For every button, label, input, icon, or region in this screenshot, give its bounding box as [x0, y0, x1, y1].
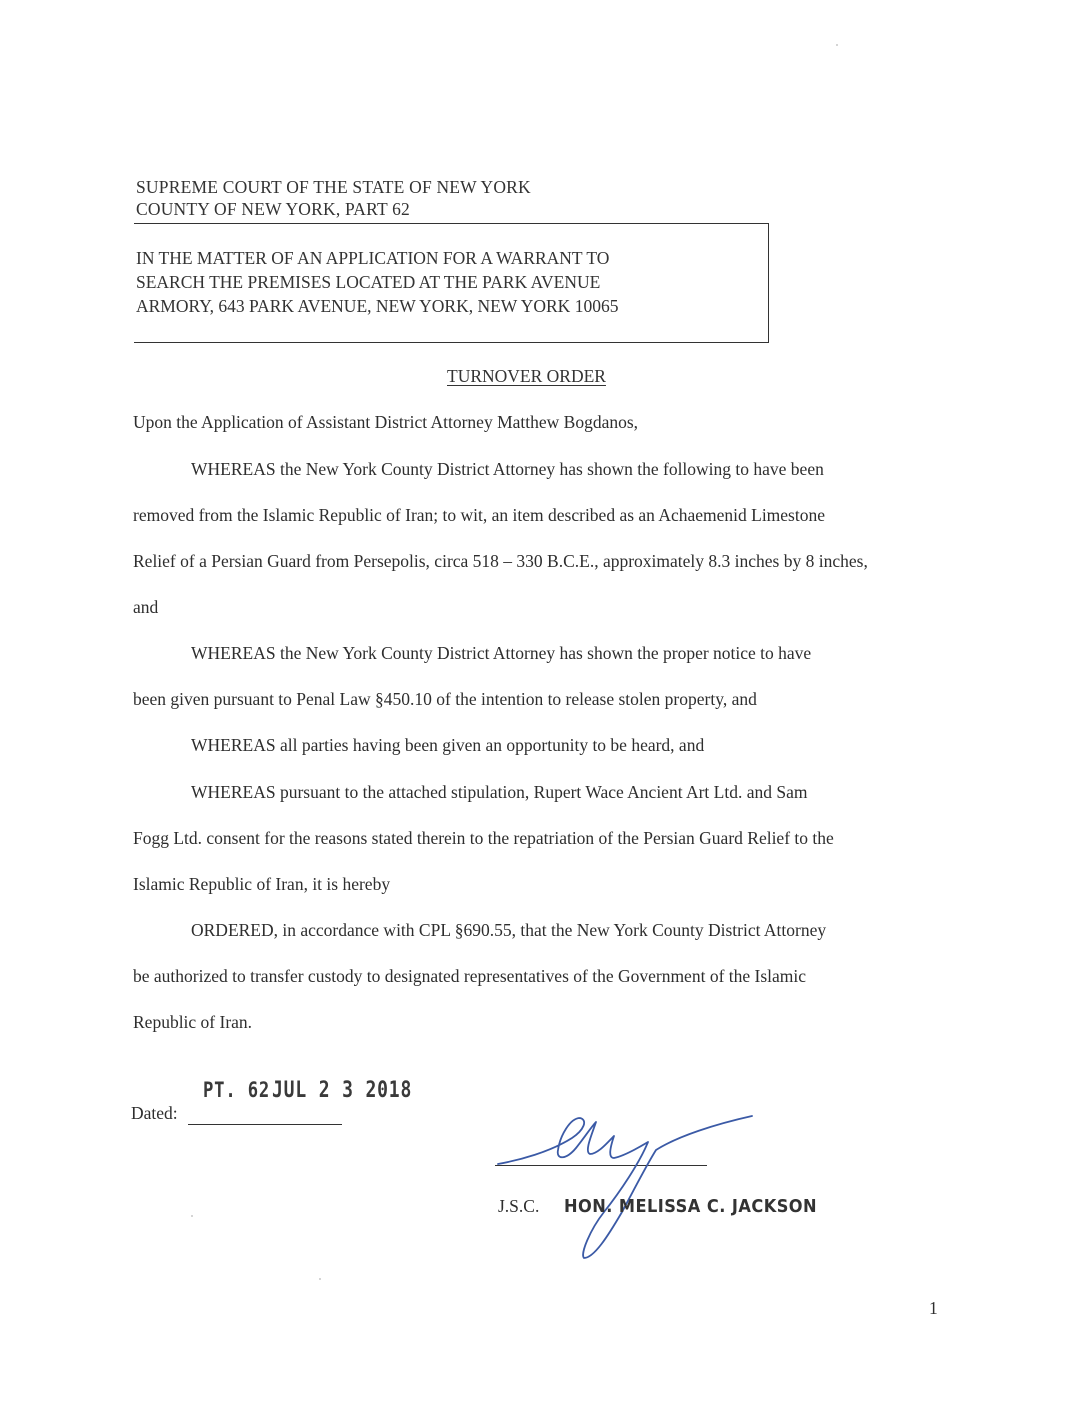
ordered-line3: Republic of Iran. [133, 1012, 253, 1032]
judge-signature [480, 1108, 770, 1268]
whereas-4-line2: Fogg Ltd. consent for the reasons stated therein to the repatriation of the Persian Guard Relief to the [133, 828, 834, 848]
whereas-1-line3: Relief of a Persian Guard from Persepolis, circa 518 – 330 B.C.E., approximately 8.3 inches by 8 inches, [133, 551, 868, 571]
whereas-3-line1: WHEREAS all parties having been given an opportunity to be heard, and [191, 735, 705, 755]
ordered-line2: be authorized to transfer custody to designated representatives of the Government of the Islamic [133, 966, 807, 986]
jsc-label: J.S.C. [498, 1196, 540, 1216]
whereas-2-line1: WHEREAS the New York County District Attorney has shown the proper notice to have [191, 643, 812, 663]
ordered-line1: ORDERED, in accordance with CPL §690.55, that the New York County District Attorney [191, 920, 827, 940]
page-number: 1 [929, 1298, 938, 1318]
whereas-1-line4: and [133, 597, 159, 617]
intro-line: Upon the Application of Assistant District Attorney Matthew Bogdanos, [133, 412, 639, 432]
date-stamp: JUL 2 3 2018 [272, 1078, 413, 1103]
judge-name-stamp: HON. MELISSA C. JACKSON [564, 1196, 818, 1217]
document-title: TURNOVER ORDER [447, 366, 606, 386]
scan-speck [191, 1215, 193, 1217]
whereas-1-line1: WHEREAS the New York County District Attorney has shown the following to have been [191, 459, 824, 479]
dated-signature-line [188, 1124, 342, 1125]
whereas-2-line2: been given pursuant to Penal Law §450.10 of the intention to release stolen property, and [133, 689, 757, 709]
court-name-line1: SUPREME COURT OF THE STATE OF NEW YORK [136, 177, 531, 197]
court-name-line2: COUNTY OF NEW YORK, PART 62 [136, 199, 411, 219]
whereas-4-line1: WHEREAS pursuant to the attached stipulation, Rupert Wace Ancient Art Ltd. and Sam [191, 782, 808, 802]
scan-speck [319, 1278, 321, 1280]
caption-line3: ARMORY, 643 PARK AVENUE, NEW YORK, NEW YORK 10065 [136, 296, 619, 316]
caption-line2: SEARCH THE PREMISES LOCATED AT THE PARK AVENUE [136, 272, 601, 292]
scan-speck [836, 44, 838, 46]
caption-line1: IN THE MATTER OF AN APPLICATION FOR A WARRANT TO [136, 248, 610, 268]
part-stamp: PT. 62 [203, 1078, 271, 1102]
dated-label: Dated: [131, 1103, 178, 1123]
whereas-4-line3: Islamic Republic of Iran, it is hereby [133, 874, 391, 894]
whereas-1-line2: removed from the Islamic Republic of Iran; to wit, an item described as an Achaemenid Limestone [133, 505, 826, 525]
